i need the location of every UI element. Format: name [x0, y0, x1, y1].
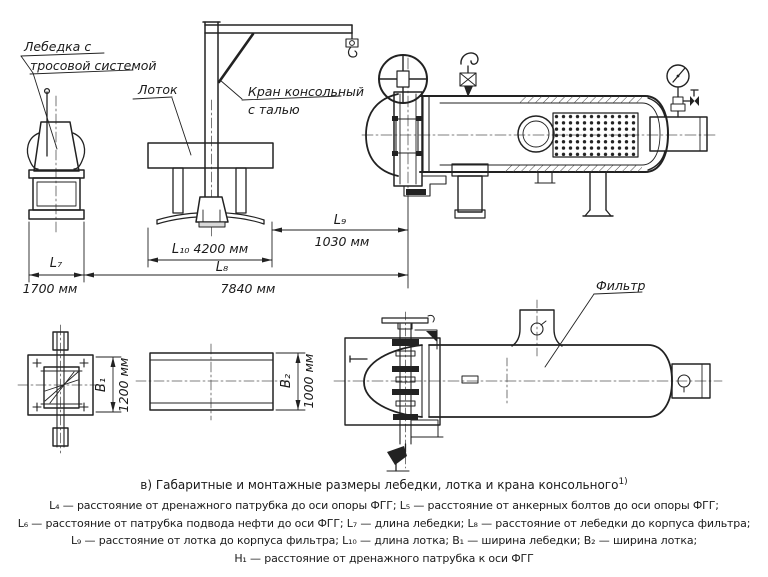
winch-top-view	[18, 325, 104, 453]
dim-L8	[84, 260, 408, 296]
dim-B1	[94, 357, 131, 412]
legend-line: L₆ — расстояние от патрубка подвода нефти до оси ФГГ; L₇ — длина лебедки; L₈ — расстояние от лебедки до корпуса фильтра;	[17, 516, 751, 530]
winch-label	[21, 39, 157, 149]
crane-label-line1: Кран консольный	[248, 84, 365, 99]
filter-label	[545, 278, 646, 367]
legend-line: L₉ — расстояние от лотка до корпуса фильтра; L₁₀ — длина лотка; B₁ — ширина лебедки; B₂ — ширина лотка;	[70, 534, 698, 547]
tray-front-view	[148, 143, 273, 227]
svg-text:L₁₀4200 мм	[172, 241, 248, 257]
tray-label	[133, 82, 191, 155]
dim-L7-name: L₇	[49, 256, 63, 271]
figure-caption	[0, 477, 768, 492]
perforated-grid	[553, 113, 638, 157]
dim-L9-name: L₉	[333, 213, 347, 228]
tray-top-view	[136, 344, 288, 420]
dim-L8-value: 7840 мм	[220, 281, 276, 296]
fgg-vessel	[362, 53, 718, 218]
crane-trolley-hook	[346, 33, 358, 57]
crane-label-line2: с талью	[248, 102, 300, 117]
figure-legend	[0, 497, 768, 567]
legend-line: H₁ — расстояние от дренажного патрубка к оси ФГГ	[234, 551, 534, 565]
filter-label-text: Фильтр	[596, 278, 646, 293]
winch-front-view	[27, 89, 84, 232]
support-leg-right	[583, 172, 613, 216]
tray-label-text: Лоток	[138, 82, 178, 97]
figure-caption-text: в) Габаритные и монтажные размеры лебедки, лотка и крана консольного	[140, 478, 619, 492]
dim-L9-value: 1030 мм	[314, 234, 370, 249]
drain-nozzle	[538, 172, 552, 183]
dim-L10-value: 4200 мм	[193, 241, 249, 256]
dim-L7	[23, 256, 84, 296]
lifting-hook-icon	[460, 53, 478, 97]
filter-side-view	[334, 300, 722, 471]
dim-B2-value: 1000 мм	[301, 353, 316, 409]
dim-L8-name: L₈	[215, 260, 229, 275]
pressure-gauge-icon	[667, 65, 699, 117]
legend-line: L₄ — расстояние от дренажного патрубка до оси опоры ФГГ; L₅ — расстояние от анкерных болтов до оси опоры ФГГ;	[49, 499, 719, 512]
winch-label-line1: Лебедка с	[24, 39, 92, 54]
manhole	[518, 116, 554, 152]
dim-B1-value: 1200 мм	[116, 357, 131, 413]
dim-L10-name: L₁₀	[171, 242, 190, 257]
dim-L7-value: 1700 мм	[22, 281, 78, 296]
dim-B2-name: B₂	[279, 373, 294, 389]
figure-caption-note-ref: 1)	[618, 477, 628, 487]
cantilever-crane	[203, 22, 358, 236]
dim-L10	[148, 241, 272, 263]
vessel-outlet-nozzle	[648, 98, 707, 170]
filter-valve-assembly	[382, 315, 443, 471]
dim-B1-name: B₁	[94, 377, 109, 393]
dim-L9	[272, 213, 408, 249]
dim-B2	[276, 353, 316, 410]
winch-label-line2: тросовой системой	[30, 58, 157, 73]
vessel-front-flange	[392, 92, 422, 186]
crane-label	[220, 80, 364, 117]
